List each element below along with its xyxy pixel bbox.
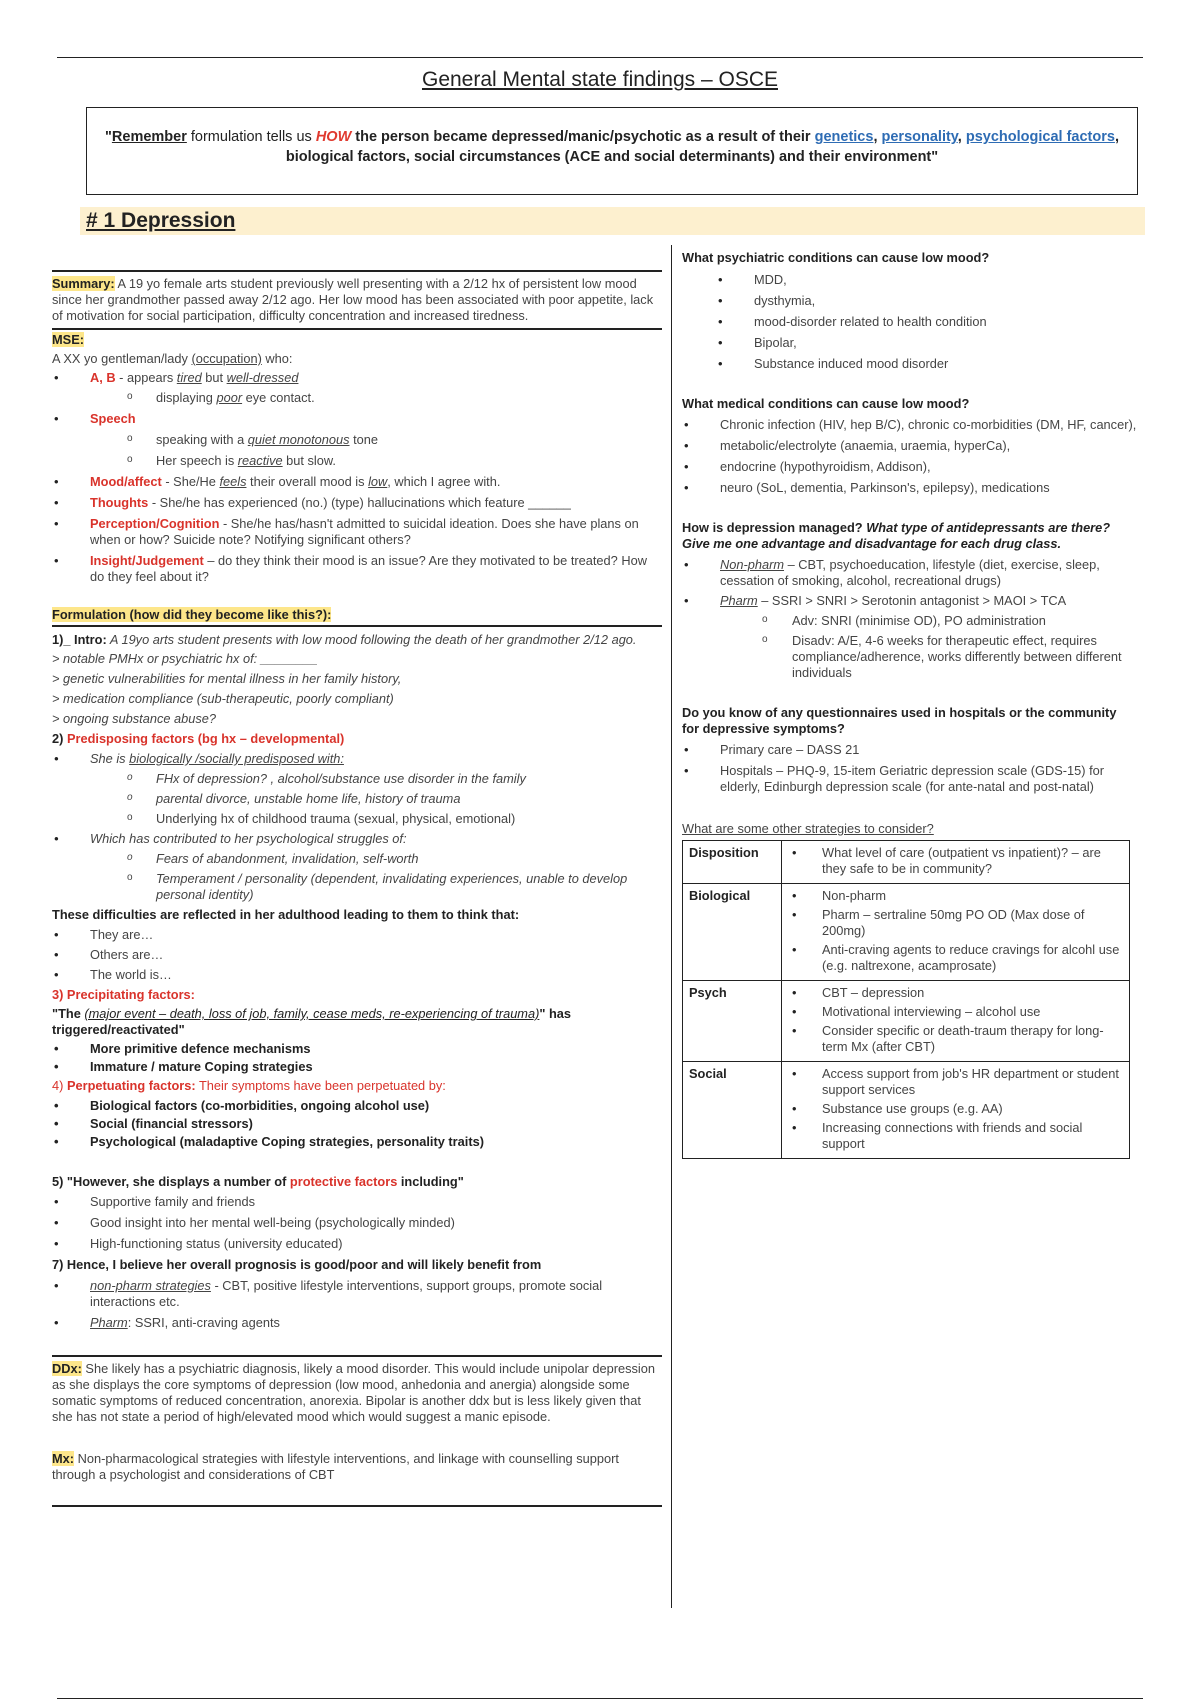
- protective-item: • Good insight into her mental well-being (psychologically minded): [52, 1215, 662, 1231]
- mse-item: • Mood/affect - She/He feels their overall mood is low, which I agree with.: [52, 474, 662, 490]
- page-title: General Mental state findings – OSCE: [421, 68, 778, 91]
- predisposing-subitem: o parental divorce, unstable home life, history of trauma: [52, 791, 662, 807]
- answer-item: • metabolic/electrolyte (anaemia, uraemia, hyperCa),: [682, 438, 1137, 454]
- table-cell: [782, 841, 1130, 884]
- predisposing-subitem: o Underlying hx of childhood trauma (sexual, physical, emotional): [52, 811, 662, 827]
- genetics-link[interactable]: genetics: [814, 129, 874, 145]
- table-cell-item: • What level of care (outpatient vs inpatient)? – are they safe to be in community?: [788, 845, 1123, 877]
- table-row: [683, 884, 1130, 981]
- table-row: [683, 841, 1130, 884]
- mse-subitem: o displaying poor eye contact.: [52, 390, 662, 406]
- answer-item: • Primary care – DASS 21: [682, 742, 1137, 758]
- section-heading-band: [80, 207, 1145, 235]
- answer-item: • Bipolar,: [682, 335, 1137, 351]
- protective-item: • High-functioning status (university educated): [52, 1236, 662, 1252]
- mse-subitem: o speaking with a quiet monotonous tone: [52, 432, 662, 448]
- precipitating-text: "The (major event – death, loss of job, family, cease meds, re-experiencing of trauma)" has triggered/reactivated": [52, 1006, 572, 1037]
- top-rule: [57, 57, 1143, 58]
- formulation-reminder-box: "Remember formulation tells us HOW the person became depressed/manic/psychotic as a result of their genetics, personality, psychological factors, biological factors, social circumstances (ACE and social determinants) and their environment": [86, 107, 1138, 195]
- answer-item: • neuro (SoL, dementia, Parkinson's, epilepsy), medications: [682, 480, 1137, 496]
- question-psychiatric-causes: What psychiatric conditions can cause low mood?: [682, 250, 990, 265]
- predisposing-heading: 2) Predisposing factors (bg hx – developmental): [52, 731, 345, 746]
- answer-item: • MDD,: [682, 272, 1137, 288]
- table-cell-item: • Access support from job's HR department or student support services: [788, 1066, 1123, 1098]
- adulthood-item: • They are…: [52, 927, 662, 943]
- psychological-factors-link[interactable]: psychological factors: [965, 129, 1115, 145]
- table-row: [683, 1062, 1130, 1159]
- right-column: [682, 250, 1137, 1159]
- mse-item: • A, B - appears tired but well-dressed: [52, 370, 662, 386]
- mse-label: MSE:: [52, 332, 84, 347]
- question-medical-causes: What medical conditions can cause low mood?: [682, 396, 970, 411]
- answer-item: • Non-pharm – CBT, psychoeducation, lifestyle (diet, exercise, sleep, cessation of smoking, alcohol, recreational drugs): [682, 557, 1137, 589]
- answer-item: • dysthymia,: [682, 293, 1137, 309]
- mse-item: • Speech: [52, 411, 662, 427]
- answer-item: • Chronic infection (HIV, hep B/C), chronic co-morbidities (DM, HF, cancer),: [682, 417, 1137, 433]
- section-heading: # 1 Depression: [86, 209, 236, 232]
- answer-subitem: o Disadv: A/E, 4-6 weeks for therapeutic effect, requires compliance/adherence, works differently between different individuals: [682, 633, 1137, 681]
- answer-item: • Pharm – SSRI > SNRI > Serotonin antagonist > MAOI > TCA: [682, 593, 1137, 609]
- prognosis-heading: 7) Hence, I believe her overall prognosis is good/poor and will likely benefit from: [52, 1257, 542, 1272]
- bottom-rule: [57, 1698, 1143, 1699]
- mse-item: • Insight/Judgement – do they think their mood is an issue? Are they motivated to be treated? How do they feel about it?: [52, 553, 662, 585]
- prognosis-item: • non-pharm strategies - CBT, positive lifestyle interventions, support groups, promote social interactions etc.: [52, 1278, 662, 1310]
- intro-line: > notable PMHx or psychiatric hx of: ________: [52, 651, 318, 666]
- management: Mx: Non-pharmacological strategies with lifestyle interventions, and linkage with counselling support through a psychologist and considerations of CBT: [52, 1451, 619, 1482]
- table-key: Psych: [683, 981, 782, 1062]
- question-other-strategies: What are some other strategies to consider?: [682, 821, 934, 836]
- personality-link[interactable]: personality: [881, 129, 958, 145]
- adulthood-item: • Others are…: [52, 947, 662, 963]
- adulthood-item: • The world is…: [52, 967, 662, 983]
- protective-item: • Supportive family and friends: [52, 1194, 662, 1210]
- table-cell-item: • CBT – depression: [788, 985, 1123, 1001]
- question-management: How is depression managed? What type of antidepressants are there? Give me one advantage and disadvantage for each drug class.: [682, 520, 1111, 551]
- table-row: [683, 981, 1130, 1062]
- mse-subitem: o Her speech is reactive but slow.: [52, 453, 662, 469]
- ddx: DDx: She likely has a psychiatric diagnosis, likely a mood disorder. This would include unipolar depression as she displays the core symptoms of depression (low mood, anhedonia and anergia) alongside some somatic symptoms of reduced concentration, anorexia. Bipolar is another ddx but is less likely given that she has not state a period of high/elevated mood which would suggest a manic episode.: [52, 1361, 655, 1424]
- perpetuating-item: • Social (financial stressors): [52, 1116, 662, 1132]
- answer-item: • Hospitals – PHQ-9, 15-item Geriatric depression scale (GDS-15) for elderly, Edinburgh depression scale (for ante-natal and post-natal): [682, 763, 1137, 795]
- answer-item: • Substance induced mood disorder: [682, 356, 1137, 372]
- table-cell: [782, 1062, 1130, 1159]
- table-cell-item: • Increasing connections with friends and social support: [788, 1120, 1123, 1152]
- intro-line: > genetic vulnerabilities for mental illness in her family history,: [52, 671, 402, 686]
- intro-line: > medication compliance (sub-therapeutic, poorly compliant): [52, 691, 394, 706]
- intro: 1)_ Intro: A 19yo arts student presents with low mood following the death of her grandmother 2/12 ago.: [52, 632, 637, 647]
- table-cell-item: • Substance use groups (e.g. AA): [788, 1101, 1123, 1117]
- mse-item: • Perception/Cognition - She/he has/hasn't admitted to suicidal ideation. Does she have plans on when or how? Suicide note? Notifying significant others?: [52, 516, 662, 548]
- mse-item: • Thoughts - She/he has experienced (no.) (type) hallucinations which feature ______: [52, 495, 662, 511]
- mse-list: [52, 370, 662, 386]
- table-cell-item: • Pharm – sertraline 50mg PO OD (Max dose of 200mg): [788, 907, 1123, 939]
- prognosis-item: • Pharm: SSRI, anti-craving agents: [52, 1315, 662, 1331]
- table-cell: [782, 981, 1130, 1062]
- table-key: Social: [683, 1062, 782, 1159]
- summary: Summary: A 19 yo female arts student previously well presenting with a 2/12 hx of persistent low mood since her grandmother passed away 2/12 ago. Her low mood has been associated with poor appetite, lack of motivation for social participation, difficulty concentration and increased tiredness.: [52, 276, 654, 323]
- table-cell-item: • Anti-craving agents to reduce cravings for alcohl use (e.g. naltrexone, acamprosate): [788, 942, 1123, 974]
- strategies-table: [682, 840, 1130, 1159]
- formulation-label: Formulation (how did they become like this?):: [52, 607, 332, 622]
- perpetuating-heading: 4) Perpetuating factors: Their symptoms have been perpetuated by:: [52, 1078, 446, 1093]
- answer-item: • mood-disorder related to health condition: [682, 314, 1137, 330]
- left-column: [52, 270, 662, 1507]
- protective-heading: 5) "However, she displays a number of protective factors including": [52, 1174, 464, 1189]
- precipitating-item: • More primitive defence mechanisms: [52, 1041, 662, 1057]
- perpetuating-item: • Biological factors (co-morbidities, ongoing alcohol use): [52, 1098, 662, 1114]
- predisposing-subitem: o FHx of depression? , alcohol/substance use disorder in the family: [52, 771, 662, 787]
- answer-subitem: o Adv: SNRI (minimise OD), PO administration: [682, 613, 1137, 629]
- table-key: Disposition: [683, 841, 782, 884]
- predisposing-subitem: o Temperament / personality (dependent, invalidating experiences, unable to develop personal identity): [52, 871, 662, 903]
- table-cell-item: • Consider specific or death-traum therapy for long-term Mx (after CBT): [788, 1023, 1123, 1055]
- mse-intro: A XX yo gentleman/lady (occupation) who:: [52, 351, 293, 366]
- precipitating-item: • Immature / mature Coping strategies: [52, 1059, 662, 1075]
- table-cell-item: • Non-pharm: [788, 888, 1123, 904]
- answer-item: • endocrine (hypothyroidism, Addison),: [682, 459, 1137, 475]
- table-cell-item: • Motivational interviewing – alcohol use: [788, 1004, 1123, 1020]
- table-cell: [782, 884, 1130, 981]
- precipitating-heading: 3) Precipitating factors:: [52, 987, 195, 1002]
- predisposing-subitem: o Fears of abandonment, invalidation, self-worth: [52, 851, 662, 867]
- column-divider: [671, 245, 672, 1608]
- perpetuating-item: • Psychological (maladaptive Coping strategies, personality traits): [52, 1134, 662, 1150]
- predisposing-item: • She is biologically /socially predisposed with:: [52, 751, 662, 767]
- intro-line: > ongoing substance abuse?: [52, 711, 217, 726]
- question-questionnaires: Do you know of any questionnaires used in hospitals or the community for depressive symptoms?: [682, 705, 1117, 736]
- adulthood-heading: These difficulties are reflected in her adulthood leading to them to think that:: [52, 907, 520, 922]
- table-key: Biological: [683, 884, 782, 981]
- predisposing-item: • Which has contributed to her psychological struggles of:: [52, 831, 662, 847]
